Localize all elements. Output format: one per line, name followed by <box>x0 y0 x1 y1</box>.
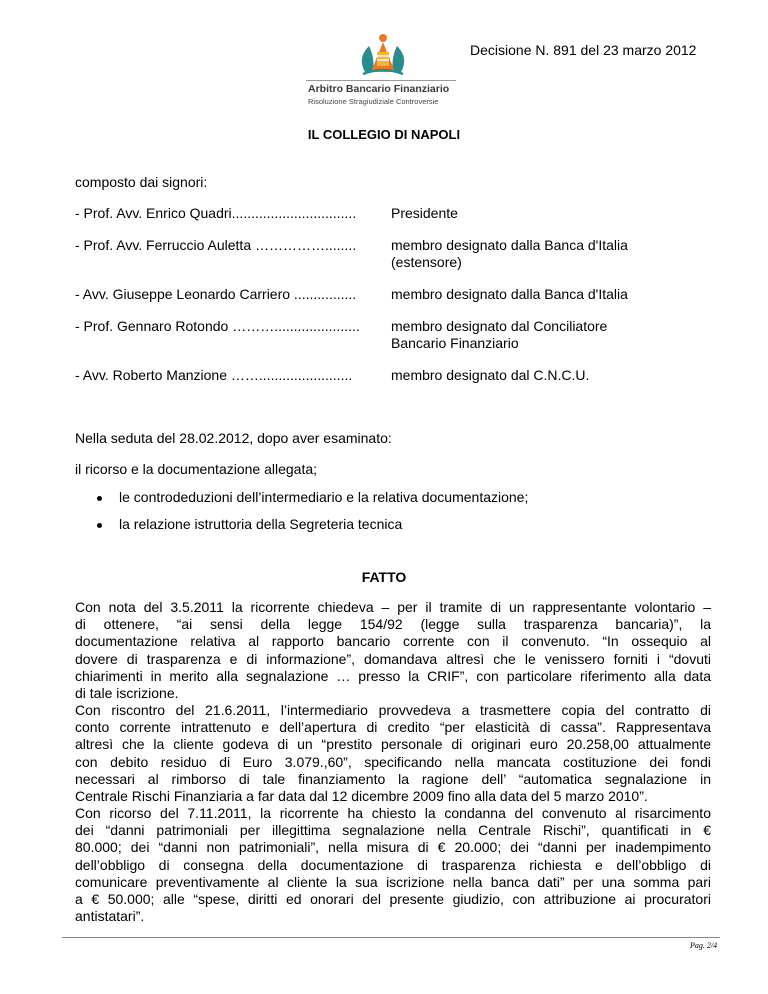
member-role-note: Bancario Finanziario <box>391 335 519 351</box>
paragraph-line: Con ricorso del 7.11.2011, la ricorrente ha chiesto la condanna del convenuto al risarcimento <box>75 805 711 821</box>
composed-by-label: composto dai signori: <box>75 174 208 190</box>
paragraph-line: Centrale Rischi Finanziaria a far data dal 12 dicembre 2009 fino alla data del 5 marzo 2010”. <box>75 787 648 804</box>
paragraph-line: documentazione relativa al rapporto bancario corrente con il convenuto. “In ossequio al <box>75 633 711 650</box>
member-role: Presidente <box>391 205 458 221</box>
member-name: - Prof. Gennaro Rotondo ………...................... <box>75 318 360 334</box>
paragraph-line: di tale iscrizione. <box>75 684 179 701</box>
member-role: membro designato dalla Banca d'Italia <box>391 286 628 302</box>
logo-divider <box>306 80 456 81</box>
abf-logo <box>303 28 463 108</box>
paragraph-line: dovere di trasparenza e di informazione”, domandava altresì che le venissero forniti i “dovuti <box>75 650 711 667</box>
paragraph-line: Con nota del 3.5.2011 la ricorrente chiedeva – per il tramite di un rappresentante volontario – <box>75 599 711 615</box>
decision-reference: Decisione N. 891 del 23 marzo 2012 <box>470 42 697 58</box>
paragraph-line: dell’obbligo di consegna della documentazione di trasparenza richiesta e dell’obbligo di <box>75 856 711 873</box>
session-text: Nella seduta del 28.02.2012, dopo aver esaminato: <box>75 430 392 446</box>
abf-logo-icon <box>351 28 415 80</box>
paragraph <box>75 805 711 925</box>
paragraph-line: necessari al rimborso di tale finanziamento la ragione dell’ “automatica segnalazione in <box>75 770 711 787</box>
examined-item: il ricorso e la documentazione allegata; <box>75 461 318 477</box>
page-number: Pag. 2/4 <box>690 941 718 950</box>
member-role: membro designato dal C.N.C.U. <box>391 367 590 383</box>
logo-subtitle: Risoluzione Stragiudiziale Controversie <box>308 97 439 106</box>
member-role: membro designato dalla Banca d'Italia <box>391 237 628 253</box>
footer-divider <box>62 937 720 938</box>
member-role: membro designato dal Conciliatore <box>391 318 608 334</box>
member-name: - Avv. Roberto Manzione ……........................ <box>75 367 353 383</box>
paragraph-line: con debito residuo di Euro 3.079.,60”, specificando nella mancata costituzione dei fondi <box>75 753 711 770</box>
college-title: IL COLLEGIO DI NAPOLI <box>307 127 461 142</box>
examined-bullet: le controdeduzioni dell’intermediario e la relativa documentazione; <box>119 489 529 505</box>
section-title: FATTO <box>361 569 407 585</box>
member-name: - Avv. Giuseppe Leonardo Carriero ................ <box>75 286 357 302</box>
paragraph-line: chiarimenti in merito alla segnalazione … presso la CRIF”, con particolare riferimento alla data <box>75 667 711 684</box>
paragraph-line: altresì che la cliente godeva di un “prestito personale di originari euro 20.258,00 attualmente <box>75 736 711 753</box>
member-role-note: (estensore) <box>391 254 462 270</box>
paragraph-line: di ottenere, “ai sensi della legge 154/92 (legge sulla trasparenza bancaria)”, la <box>75 616 711 633</box>
bullet-icon <box>97 496 102 501</box>
examined-bullet: la relazione istruttoria della Segreteria tecnica <box>119 516 403 532</box>
paragraph <box>75 702 711 805</box>
member-name: - Prof. Avv. Ferruccio Auletta ……………........ <box>75 237 357 253</box>
paragraph-line: antistatari”. <box>75 908 145 925</box>
member-name: - Prof. Avv. Enrico Quadri................................ <box>75 205 357 221</box>
bullet-icon <box>97 523 102 528</box>
paragraph-line: a € 50.000; alle “spese, diritti ed onorari del presente giudizio, con attribuzione ai procuratori <box>75 890 711 907</box>
paragraph-line: Con riscontro del 21.6.2011, l’intermediario provvedeva a trasmettere copia del contratto di <box>75 702 711 718</box>
paragraph-line: conto corrente intrattenuto e dell’apertura di credito “per elasticità di cassa”. Rappresentava <box>75 719 711 736</box>
paragraph <box>75 599 711 702</box>
paragraph-line: comunicare preventivamente al cliente la sua iscrizione nella banca dati” per una somma pari <box>75 873 711 890</box>
logo-title: Arbitro Bancario Finanziario <box>308 83 450 95</box>
paragraph-line: dei “danni patrimoniali per illegittima segnalazione nella Centrale Rischi”, quantificati in € <box>75 822 711 839</box>
paragraph-line: 80.000; dei “danni non patrimoniali”, nella misura di € 20.000; dei “danni per inadempimento <box>75 839 711 856</box>
